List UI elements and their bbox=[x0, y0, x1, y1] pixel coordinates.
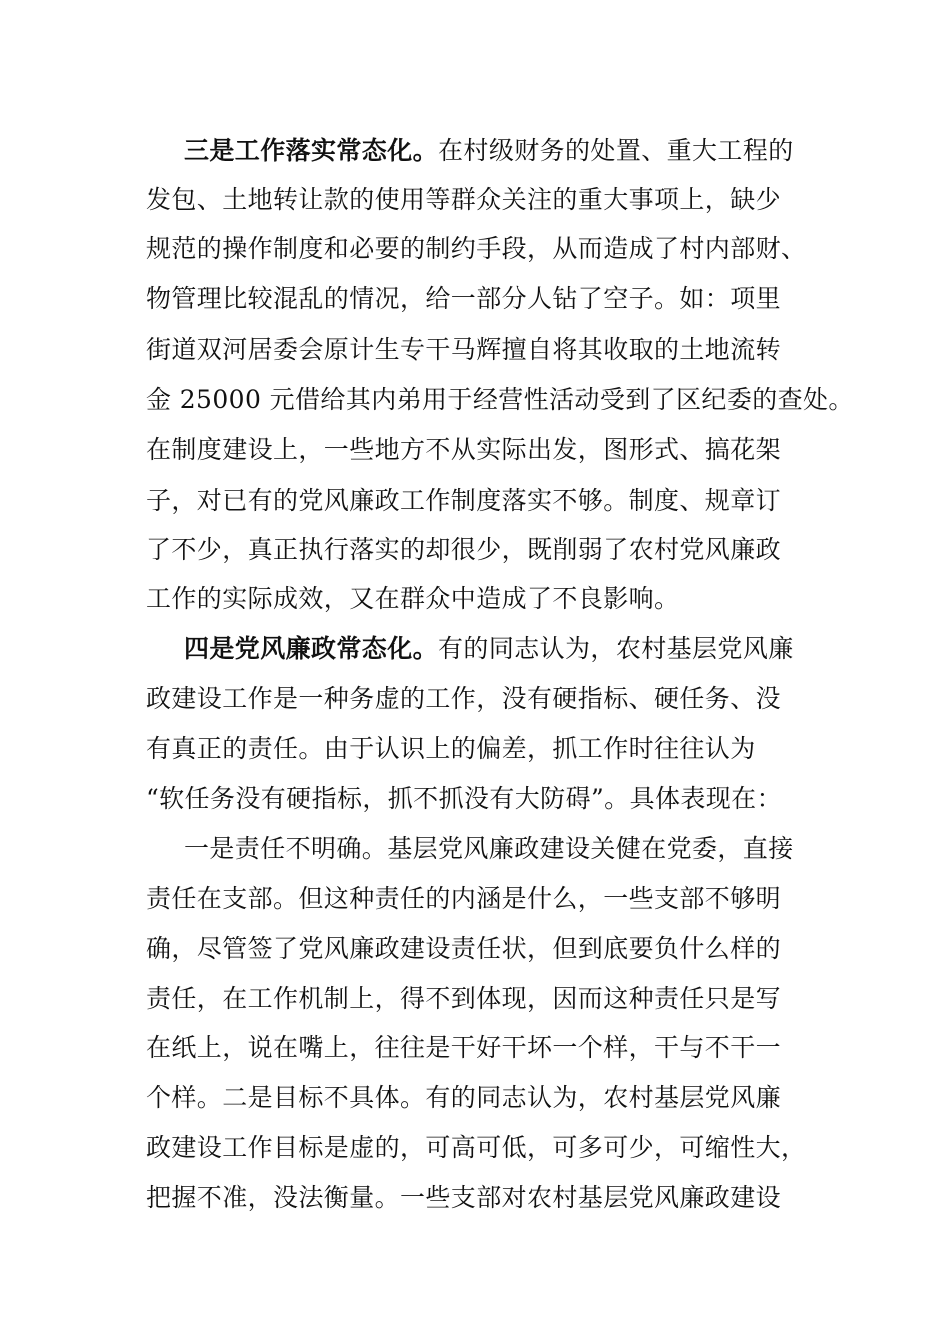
paragraph-1-text: 在村级财务的处置、重大工程的 bbox=[438, 136, 794, 165]
paragraph-1-line-5: 街道双河居委会原计生专干马辉擅自将其收取的土地流转 bbox=[146, 335, 782, 364]
paragraph-2-line-1 bbox=[184, 634, 884, 664]
paragraph-2-line-3: 有真正的责任。由于认识上的偏差，抓工作时往往认为 bbox=[146, 734, 756, 763]
paragraph-1-line-3: 规范的操作制度和必要的制约手段，从而造成了村内部财、 bbox=[146, 234, 807, 263]
paragraph-3-line-5: 在纸上，说在嘴上，往往是干好干坏一个样，干与不干一 bbox=[146, 1033, 782, 1062]
paragraph-3-line-2: 责任在支部。但这种责任的内涵是什么，一些支部不够明 bbox=[146, 884, 782, 913]
paragraph-3-line-4: 责任，在工作机制上，得不到体现，因而这种责任只是写 bbox=[146, 984, 782, 1013]
paragraph-3-line-8: 把握不准，没法衡量。一些支部对农村基层党风廉政建设 bbox=[146, 1183, 782, 1212]
paragraph-2-line-2: 政建设工作是一种务虚的工作，没有硬指标、硬任务、没 bbox=[146, 684, 782, 713]
paragraph-2-text: 有的同志认为，农村基层党风廉 bbox=[438, 634, 794, 663]
paragraph-3-line-6: 个样。二是目标不具体。有的同志认为，农村基层党风廉 bbox=[146, 1083, 782, 1112]
paragraph-1-line-1 bbox=[184, 136, 884, 166]
paragraph-3-line-1: 一是责任不明确。基层党风廉政建设关健在党委，直接 bbox=[184, 834, 794, 863]
paragraph-1-line-7: 在制度建设上，一些地方不从实际出发，图形式、搞花架 bbox=[146, 435, 782, 464]
paragraph-1-line-10: 工作的实际成效，又在群众中造成了不良影响。 bbox=[146, 584, 680, 613]
paragraph-1-line-4: 物管理比较混乱的情况，给一部分人钻了空子。如：项里 bbox=[146, 284, 782, 313]
paragraph-1-line-6: 金 25000 元借给其内弟用于经营性活动受到了区纪委的查处。 bbox=[146, 385, 854, 414]
paragraph-1-line-8: 子，对已有的党风廉政工作制度落实不够。制度、规章订 bbox=[146, 486, 782, 515]
paragraph-1-line-2: 发包、土地转让款的使用等群众关注的重大事项上，缺少 bbox=[146, 185, 782, 214]
paragraph-1-heading: 三是工作落实常态化。 bbox=[184, 136, 439, 165]
paragraph-1-line-9: 了不少，真正执行落实的却很少，既削弱了农村党风廉政 bbox=[146, 535, 782, 564]
paragraph-2-line-4: “软任务没有硬指标，抓不抓没有大防碍”。具体表现在： bbox=[146, 784, 782, 813]
paragraph-2-heading: 四是党风廉政常态化。 bbox=[184, 634, 439, 663]
paragraph-3-line-7: 政建设工作目标是虚的，可高可低，可多可少，可缩性大， bbox=[146, 1133, 807, 1162]
paragraph-3-line-3: 确，尽管签了党风廉政建设责任状，但到底要负什么样的 bbox=[146, 934, 782, 963]
